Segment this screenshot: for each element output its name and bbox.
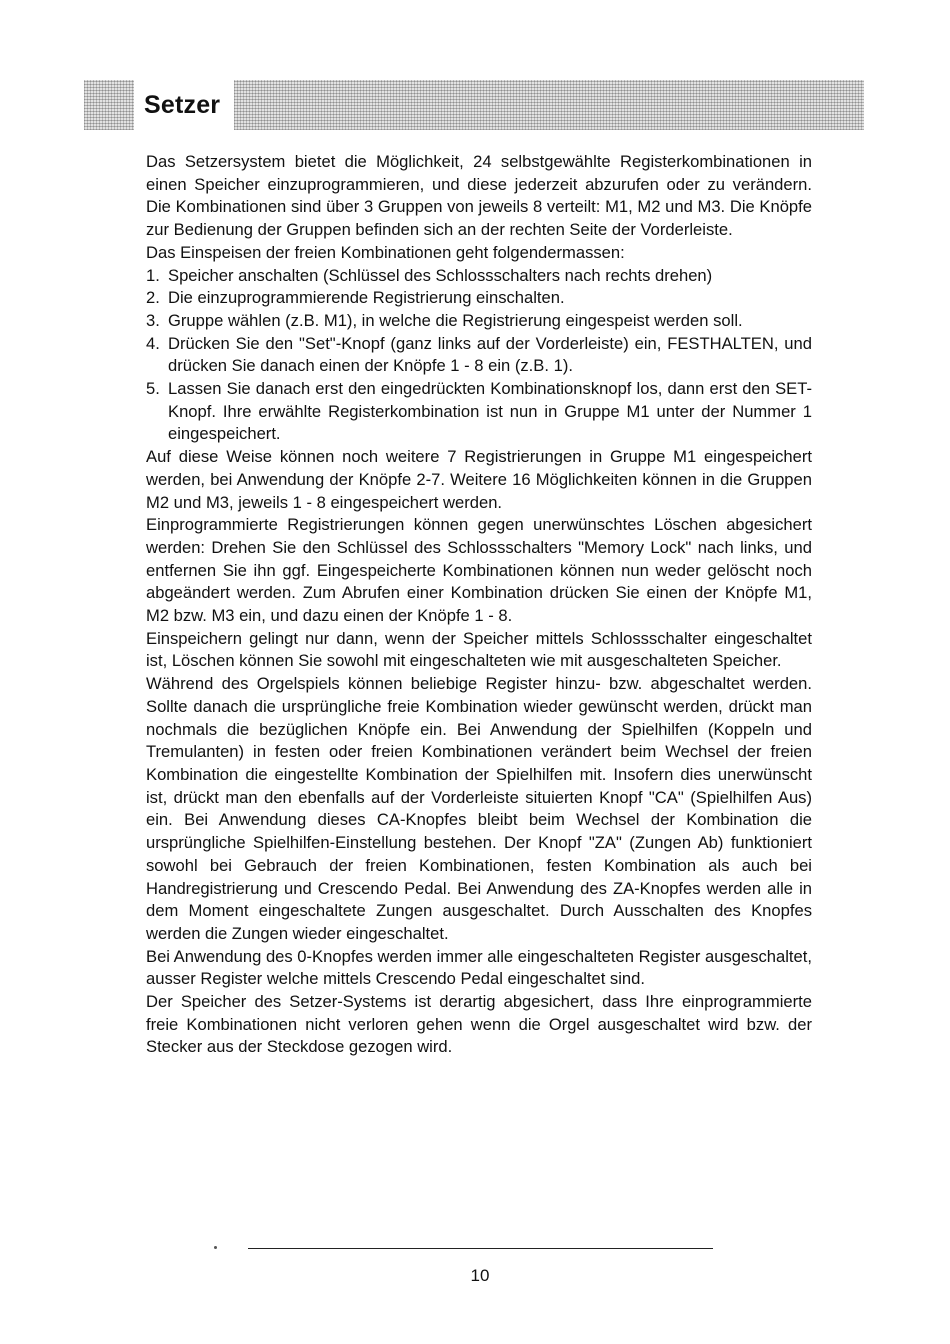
steps-list	[146, 265, 812, 447]
list-item-text: Drücken Sie den "Set"-Knopf (ganz links auf der Vorderleiste) ein, FESTHALTEN, und drücken Sie danach einen der Knöpfe 1 - 8 ein (z.B. 1).	[168, 333, 812, 376]
paragraph-more-registrations: Auf diese Weise können noch weitere 7 Registrierungen in Gruppe M1 eingespeichert werden, bei Anwendung der Knöpfe 2-7. Weitere 16 Möglichkeiten können in die Gruppen M2 und M3, jeweils 1 - 8 eingespeichert werden.	[146, 447, 812, 512]
list-item-number: 1.	[146, 265, 160, 285]
list-item-text: Gruppe wählen (z.B. M1), in welche die Registrierung eingespeist werden soll.	[168, 310, 743, 330]
list-item	[146, 310, 812, 333]
paragraph-memory-lock: Einprogrammierte Registrierungen können gegen unerwünschtes Löschen abgesichert werden: Drehen Sie den Schlüssel des Schlossschalters "Memory Lock" nach links, und entfernen Sie ihn ggf. Eingespeicherte Kombinationen können nun weder gelöscht noch abgeändert werden. Zum Abrufen einer Kombination drücken Sie einen der Knöpfe M1, M2 bzw. M3 ein, und dazu einen der Knöpfe 1 - 8.	[146, 515, 812, 626]
paragraph-zero-button: Bei Anwendung des 0-Knopfes werden immer alle eingeschalteten Register ausgeschaltet, ausser Register welche mittels Crescendo Pedal eingeschaltet sind.	[146, 946, 812, 989]
list-item	[146, 265, 812, 288]
list-item	[146, 333, 812, 378]
page-number: 10	[470, 1266, 490, 1285]
paragraph-saving: Einspeichern gelingt nur dann, wenn der Speicher mittels Schlossschalter eingeschaltet ist, Löschen können Sie sowohl mit eingeschalteten wie mit ausgeschalteten Speicher.	[146, 628, 812, 671]
footer-dot	[214, 1246, 217, 1249]
list-item-number: 3.	[146, 310, 160, 330]
section-header	[84, 80, 864, 130]
list-item-text: Lassen Sie danach erst den eingedrückten Kombinationsknopf los, dann erst den SET-Knopf. Ihre erwählte Registerkombination ist nun in Gruppe M1 unter der Nummer 1 eingespeichert.	[168, 379, 812, 444]
paragraph-memory-protection: Der Speicher des Setzer-Systems ist derartig abgesichert, dass Ihre einprogrammierte freie Kombinationen nicht verloren gehen wenn die Orgel ausgeschaltet wird bzw. der Stecker aus der Steckdose gezogen wird.	[146, 992, 812, 1057]
list-item	[146, 287, 812, 310]
list-item	[146, 378, 812, 446]
paragraph-playing-aids: Während des Orgelspiels können beliebige Register hinzu- bzw. abgeschaltet werden. Sollte danach die ursprüngliche freie Kombination wieder gewünscht werden, drückt man nochmals die bezüglichen Knöpfe ein. Bei Anwendung der Spielhilfen (Koppeln und Tremulanten) in festen oder freien Kombinationen verändert beim Wechsel der freien Kombination die eingestellte Kombination der Spielhilfen mit. Insofern dies unerwünscht ist, drückt man den ebenfalls auf der Vorderleiste situierten Knopf "CA" (Spielhilfen Aus) ein. Bei Anwendung dieses CA-Knopfes bleibt beim Wechsel der Kombination die ursprüngliche Spielhilfen-Einstellung bestehen. Der Knopf "ZA" (Zungen Ab) funktioniert sowohl bei Gebrauch der freien Kombinationen, festen Kombination als auch bei Handregistrierung und Crescendo Pedal. Bei Anwendung des ZA-Knopfes werden alle in dem Moment eingeschaltete Zungen ausgeschaltet. Durch Ausschalten des Knopfes werden die Zungen wieder eingeschaltet.	[146, 674, 812, 943]
body-text	[146, 151, 812, 1059]
steps-intro: Das Einspeisen der freien Kombinationen geht folgendermassen:	[146, 242, 625, 262]
intro-paragraph: Das Setzersystem bietet die Möglichkeit, 24 selbstgewählte Registerkombinationen in einen Speicher einzuprogrammieren, und diese jederzeit abzurufen oder zu verändern. Die Kombinationen sind über 3 Gruppen von jeweils 8 verteilt: M1, M2 und M3. Die Knöpfe zur Bedienung der Gruppen befinden sich an der rechten Seite der Vorderleiste.	[146, 152, 812, 240]
footer-divider	[248, 1248, 713, 1249]
list-item-number: 2.	[146, 288, 160, 308]
list-item-text: Die einzuprogrammierende Registrierung einschalten.	[168, 288, 565, 308]
list-item-text: Speicher anschalten (Schlüssel des Schlossschalters nach rechts drehen)	[168, 265, 713, 285]
list-item-number: 4.	[146, 333, 160, 353]
section-title: Setzer	[144, 91, 221, 119]
header-hatch-left	[84, 80, 134, 130]
header-hatch-right	[234, 80, 864, 130]
list-item-number: 5.	[146, 379, 160, 399]
